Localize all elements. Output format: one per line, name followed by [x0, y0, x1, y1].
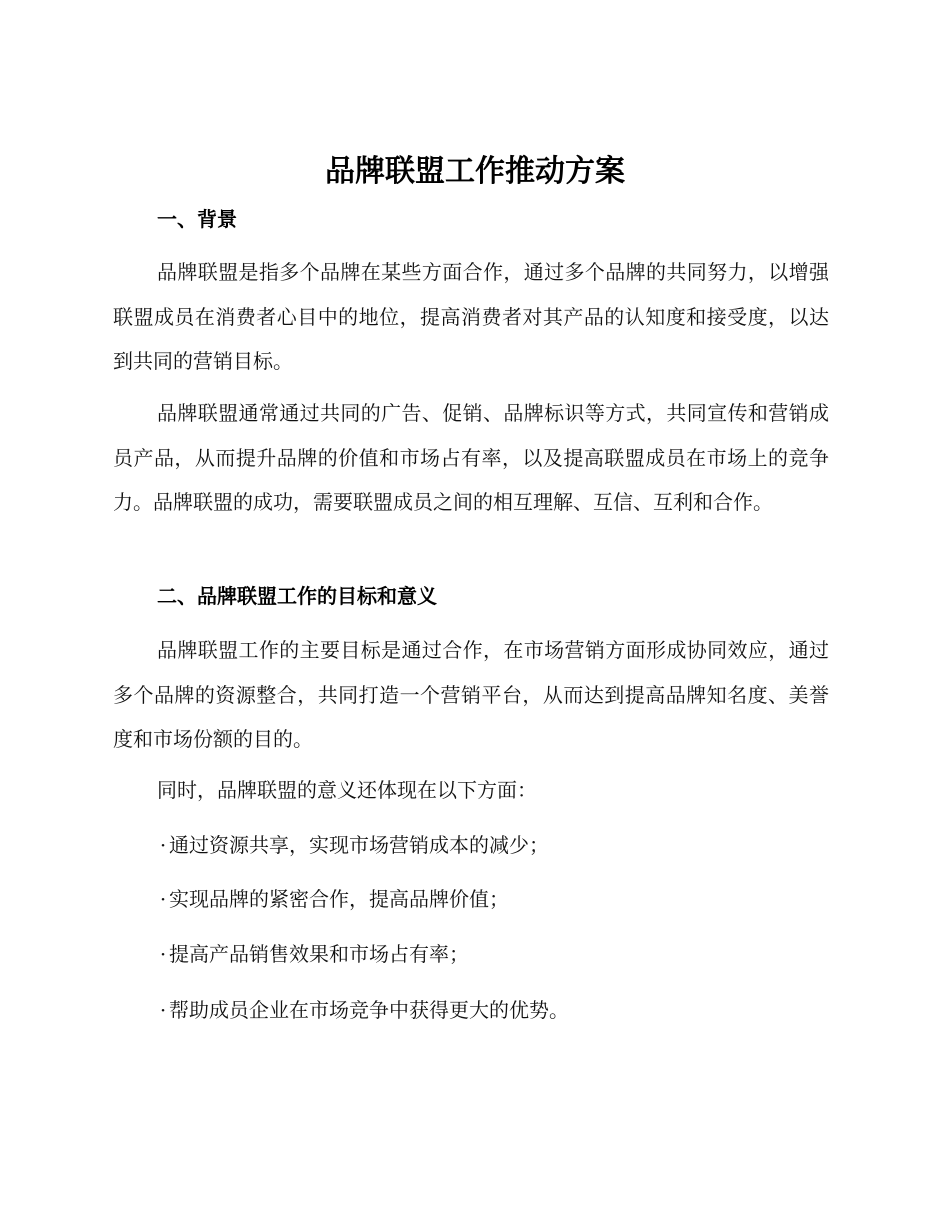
document-title: 品牌联盟工作推动方案 — [325, 154, 625, 189]
paragraph: 同时，品牌联盟的意义还体现在以下方面： — [157, 778, 537, 802]
list-item-text: 通过资源共享，实现市场营销成本的减少； — [169, 833, 549, 857]
paragraph: 品牌联盟工作的主要目标是通过合作，在市场营销方面形成协同效应，通过多个品牌的资源整合，共同打造一个营销平台，从而达到提高品牌知名度、美誉度和市场份额的目的。 — [113, 638, 829, 751]
list-item-text: 提高产品销售效果和市场占有率； — [169, 942, 469, 966]
section-heading-background: 一、背景 — [157, 207, 237, 231]
list-item — [157, 884, 509, 914]
list-item — [157, 995, 569, 1025]
bullet-marker: · — [159, 942, 167, 966]
paragraph: 品牌联盟是指多个品牌在某些方面合作，通过多个品牌的共同努力，以增强联盟成员在消费者心目中的地位，提高消费者对其产品的认知度和接受度，以达到共同的营销目标。 — [113, 260, 829, 373]
paragraph: 品牌联盟通常通过共同的广告、促销、品牌标识等方式，共同宣传和营销成员产品，从而提升品牌的价值和市场占有率，以及提高联盟成员在市场上的竞争力。品牌联盟的成功，需要联盟成员之间的相互理解、互信、互利和合作。 — [113, 401, 829, 514]
list-item-text: 帮助成员企业在市场竞争中获得更大的优势。 — [169, 998, 569, 1022]
bullet-marker: · — [159, 887, 167, 911]
bullet-marker: · — [159, 833, 167, 857]
bullet-marker: · — [159, 998, 167, 1022]
list-item — [157, 830, 549, 860]
list-item — [157, 939, 469, 969]
list-item-text: 实现品牌的紧密合作，提高品牌价值； — [169, 887, 509, 911]
section-heading-goals: 二、品牌联盟工作的目标和意义 — [157, 584, 437, 608]
